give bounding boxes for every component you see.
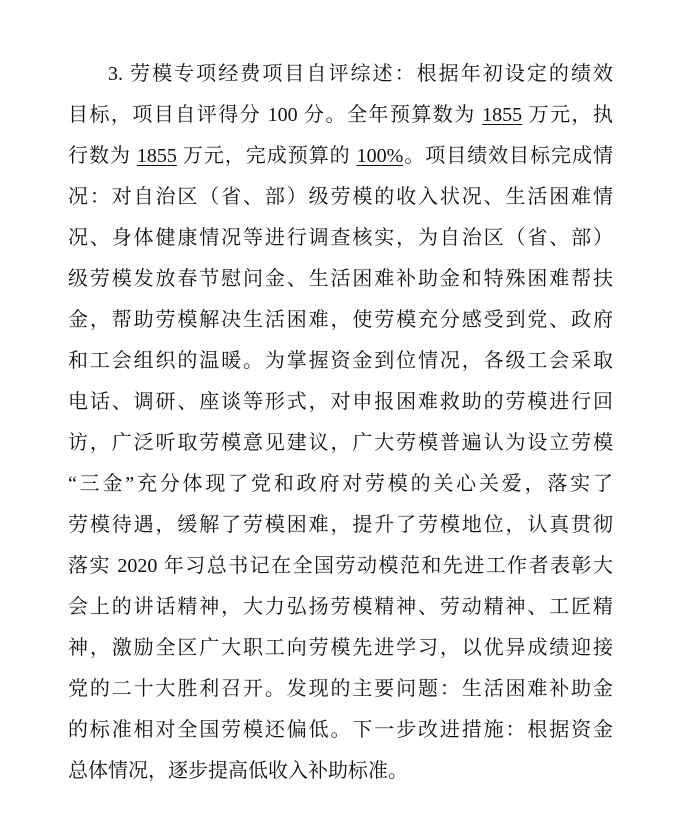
- text-line: 况、身体健康情况等进行调查核实，为自治区（省、部）: [68, 227, 613, 249]
- text-line: 劳模待遇，缓解了劳模困难，提升了劳模地位，认真贯彻: [68, 514, 613, 536]
- underlined-figure: 1855: [482, 104, 523, 126]
- text-line: [68, 136, 613, 177]
- text-line: 金，帮助劳模解决生活困难，使劳模充分感受到党、政府: [68, 309, 613, 331]
- line-text: 目标，项目自评得分 100 分。全年预算数为: [68, 104, 483, 126]
- paragraph: [68, 54, 613, 792]
- text-line: 访，广泛听取劳模意见建议，广大劳模普遍认为设立劳模: [68, 432, 613, 454]
- text-line: 和工会组织的温暖。为掌握资金到位情况，各级工会采取: [68, 350, 613, 372]
- text-line: 的标准相对全国劳模还偏低。下一步改进措施：根据资金: [68, 719, 613, 741]
- text-line: 党的二十大胜利召开。发现的主要问题：生活困难补助金: [68, 678, 613, 700]
- line-text: 行数为: [68, 145, 137, 167]
- line-text: 万元，执: [522, 104, 614, 126]
- text-line: “三金”充分体现了党和政府对劳模的关心关爱，落实了: [68, 473, 613, 495]
- text-line: 会上的讲话精神，大力弘扬劳模精神、劳动精神、工匠精: [68, 596, 613, 618]
- underlined-figure: 1855: [136, 145, 177, 167]
- text-line: 电话、调研、座谈等形式，对申报困难救助的劳模进行回: [68, 391, 613, 413]
- underlined-figure: 100%: [356, 145, 404, 167]
- text-line: [68, 95, 613, 136]
- text-line: 总体情况，逐步提高低收入补助标准。: [68, 760, 408, 782]
- text-line: 落实 2020 年习总书记在全国劳动模范和先进工作者表彰大: [68, 555, 613, 577]
- line-text: 万元，完成预算的: [176, 145, 357, 167]
- text-line: 级劳模发放春节慰问金、生活困难补助金和特殊困难帮扶: [68, 268, 613, 290]
- text-line: 3. 劳模专项经费项目自评综述：根据年初设定的绩效: [108, 63, 613, 85]
- text-line: 神，激励全区广大职工向劳模先进学习，以优异成绩迎接: [68, 637, 613, 659]
- text-line: 况：对自治区（省、部）级劳模的收入状况、生活困难情: [68, 186, 613, 208]
- line-text: 。项目绩效目标完成情: [403, 145, 614, 167]
